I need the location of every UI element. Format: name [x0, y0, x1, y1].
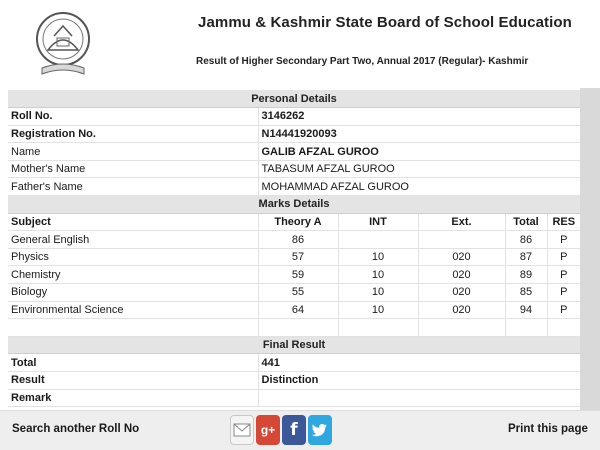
twitter-share-button[interactable]: [308, 415, 332, 445]
table-row: [8, 266, 580, 284]
board-emblem-icon: [34, 6, 92, 80]
roll-no-label: Roll No.: [8, 108, 258, 126]
father-name-value: MOHAMMAD AFZAL GUROO: [258, 178, 580, 196]
ext-mark: [418, 231, 505, 249]
result-row: [8, 372, 580, 390]
remark-row: [8, 389, 580, 407]
subject-name: Environmental Science: [8, 301, 258, 319]
table-row: [8, 248, 580, 266]
int-mark: 10: [338, 301, 418, 319]
roll-no-row: [8, 108, 580, 126]
empty-cell: [418, 319, 505, 337]
ext-mark: 020: [418, 284, 505, 302]
registration-no-row: [8, 125, 580, 143]
result-table: [8, 90, 580, 407]
empty-cell: [258, 319, 338, 337]
ext-mark: 020: [418, 248, 505, 266]
ext-mark: 020: [418, 266, 505, 284]
int-mark: [338, 231, 418, 249]
google-plus-share-button[interactable]: [256, 415, 280, 445]
empty-cell: [547, 319, 580, 337]
int-mark: 10: [338, 284, 418, 302]
result-status: P: [547, 248, 580, 266]
remark-value: [258, 389, 580, 407]
mail-share-button[interactable]: [230, 415, 254, 445]
mother-name-label: Mother's Name: [8, 160, 258, 178]
theory-mark: 57: [258, 248, 338, 266]
total-value: 441: [258, 354, 580, 372]
marks-details-header: [8, 196, 580, 214]
empty-cell: [8, 319, 258, 337]
twitter-icon: [312, 423, 328, 437]
page-header: [0, 0, 600, 88]
mother-name-row: [8, 160, 580, 178]
roll-no-value: 3146262: [258, 108, 580, 126]
empty-cell: [338, 319, 418, 337]
result-status: P: [547, 231, 580, 249]
personal-details-label: Personal Details: [8, 90, 580, 108]
marks-column-headers: [8, 213, 580, 231]
table-row-empty: [8, 319, 580, 337]
total-label: Total: [8, 354, 258, 372]
empty-cell: [505, 319, 547, 337]
total-mark: 89: [505, 266, 547, 284]
final-result-label: Final Result: [8, 336, 580, 354]
search-another-roll-link[interactable]: Search another Roll No: [12, 423, 140, 435]
total-mark: 94: [505, 301, 547, 319]
result-label: Result: [8, 372, 258, 390]
father-name-row: [8, 178, 580, 196]
table-row: [8, 301, 580, 319]
result-value: Distinction: [258, 372, 580, 390]
subject-name: General English: [8, 231, 258, 249]
registration-no-label: Registration No.: [8, 125, 258, 143]
page-footer: [0, 410, 600, 450]
board-title: Jammu & Kashmir State Board of School Education: [198, 14, 572, 31]
subject-name: Chemistry: [8, 266, 258, 284]
print-page-link[interactable]: Print this page: [508, 423, 588, 435]
total-row: [8, 354, 580, 372]
total-mark: 86: [505, 231, 547, 249]
registration-no-value: N14441920093: [258, 125, 580, 143]
name-row: [8, 143, 580, 161]
name-value: GALIB AFZAL GUROO: [258, 143, 580, 161]
col-int: INT: [338, 213, 418, 231]
table-row: [8, 231, 580, 249]
table-row: [8, 284, 580, 302]
subject-name: Biology: [8, 284, 258, 302]
result-title: Result of Higher Secondary Part Two, Annual 2017 (Regular)- Kashmir: [196, 56, 529, 67]
facebook-icon: f: [290, 420, 298, 440]
col-ext: Ext.: [418, 213, 505, 231]
int-mark: 10: [338, 266, 418, 284]
theory-mark: 64: [258, 301, 338, 319]
father-name-label: Father's Name: [8, 178, 258, 196]
int-mark: 10: [338, 248, 418, 266]
subject-name: Physics: [8, 248, 258, 266]
theory-mark: 86: [258, 231, 338, 249]
total-mark: 85: [505, 284, 547, 302]
col-total: Total: [505, 213, 547, 231]
col-res: RES: [547, 213, 580, 231]
total-mark: 87: [505, 248, 547, 266]
final-result-header: [8, 336, 580, 354]
mail-icon: [233, 423, 251, 437]
col-subject: Subject: [8, 213, 258, 231]
col-theory: Theory A: [258, 213, 338, 231]
facebook-share-button[interactable]: [282, 415, 306, 445]
mother-name-value: TABASUM AFZAL GUROO: [258, 160, 580, 178]
theory-mark: 55: [258, 284, 338, 302]
result-status: P: [547, 301, 580, 319]
name-label: Name: [8, 143, 258, 161]
personal-details-header: [8, 90, 580, 108]
result-status: P: [547, 266, 580, 284]
theory-mark: 59: [258, 266, 338, 284]
result-status: P: [547, 284, 580, 302]
ext-mark: 020: [418, 301, 505, 319]
remark-label: Remark: [8, 389, 258, 407]
share-bar: [230, 415, 332, 445]
side-rail: [580, 88, 600, 428]
google-plus-icon: g+: [260, 423, 276, 437]
marks-details-label: Marks Details: [8, 196, 580, 214]
